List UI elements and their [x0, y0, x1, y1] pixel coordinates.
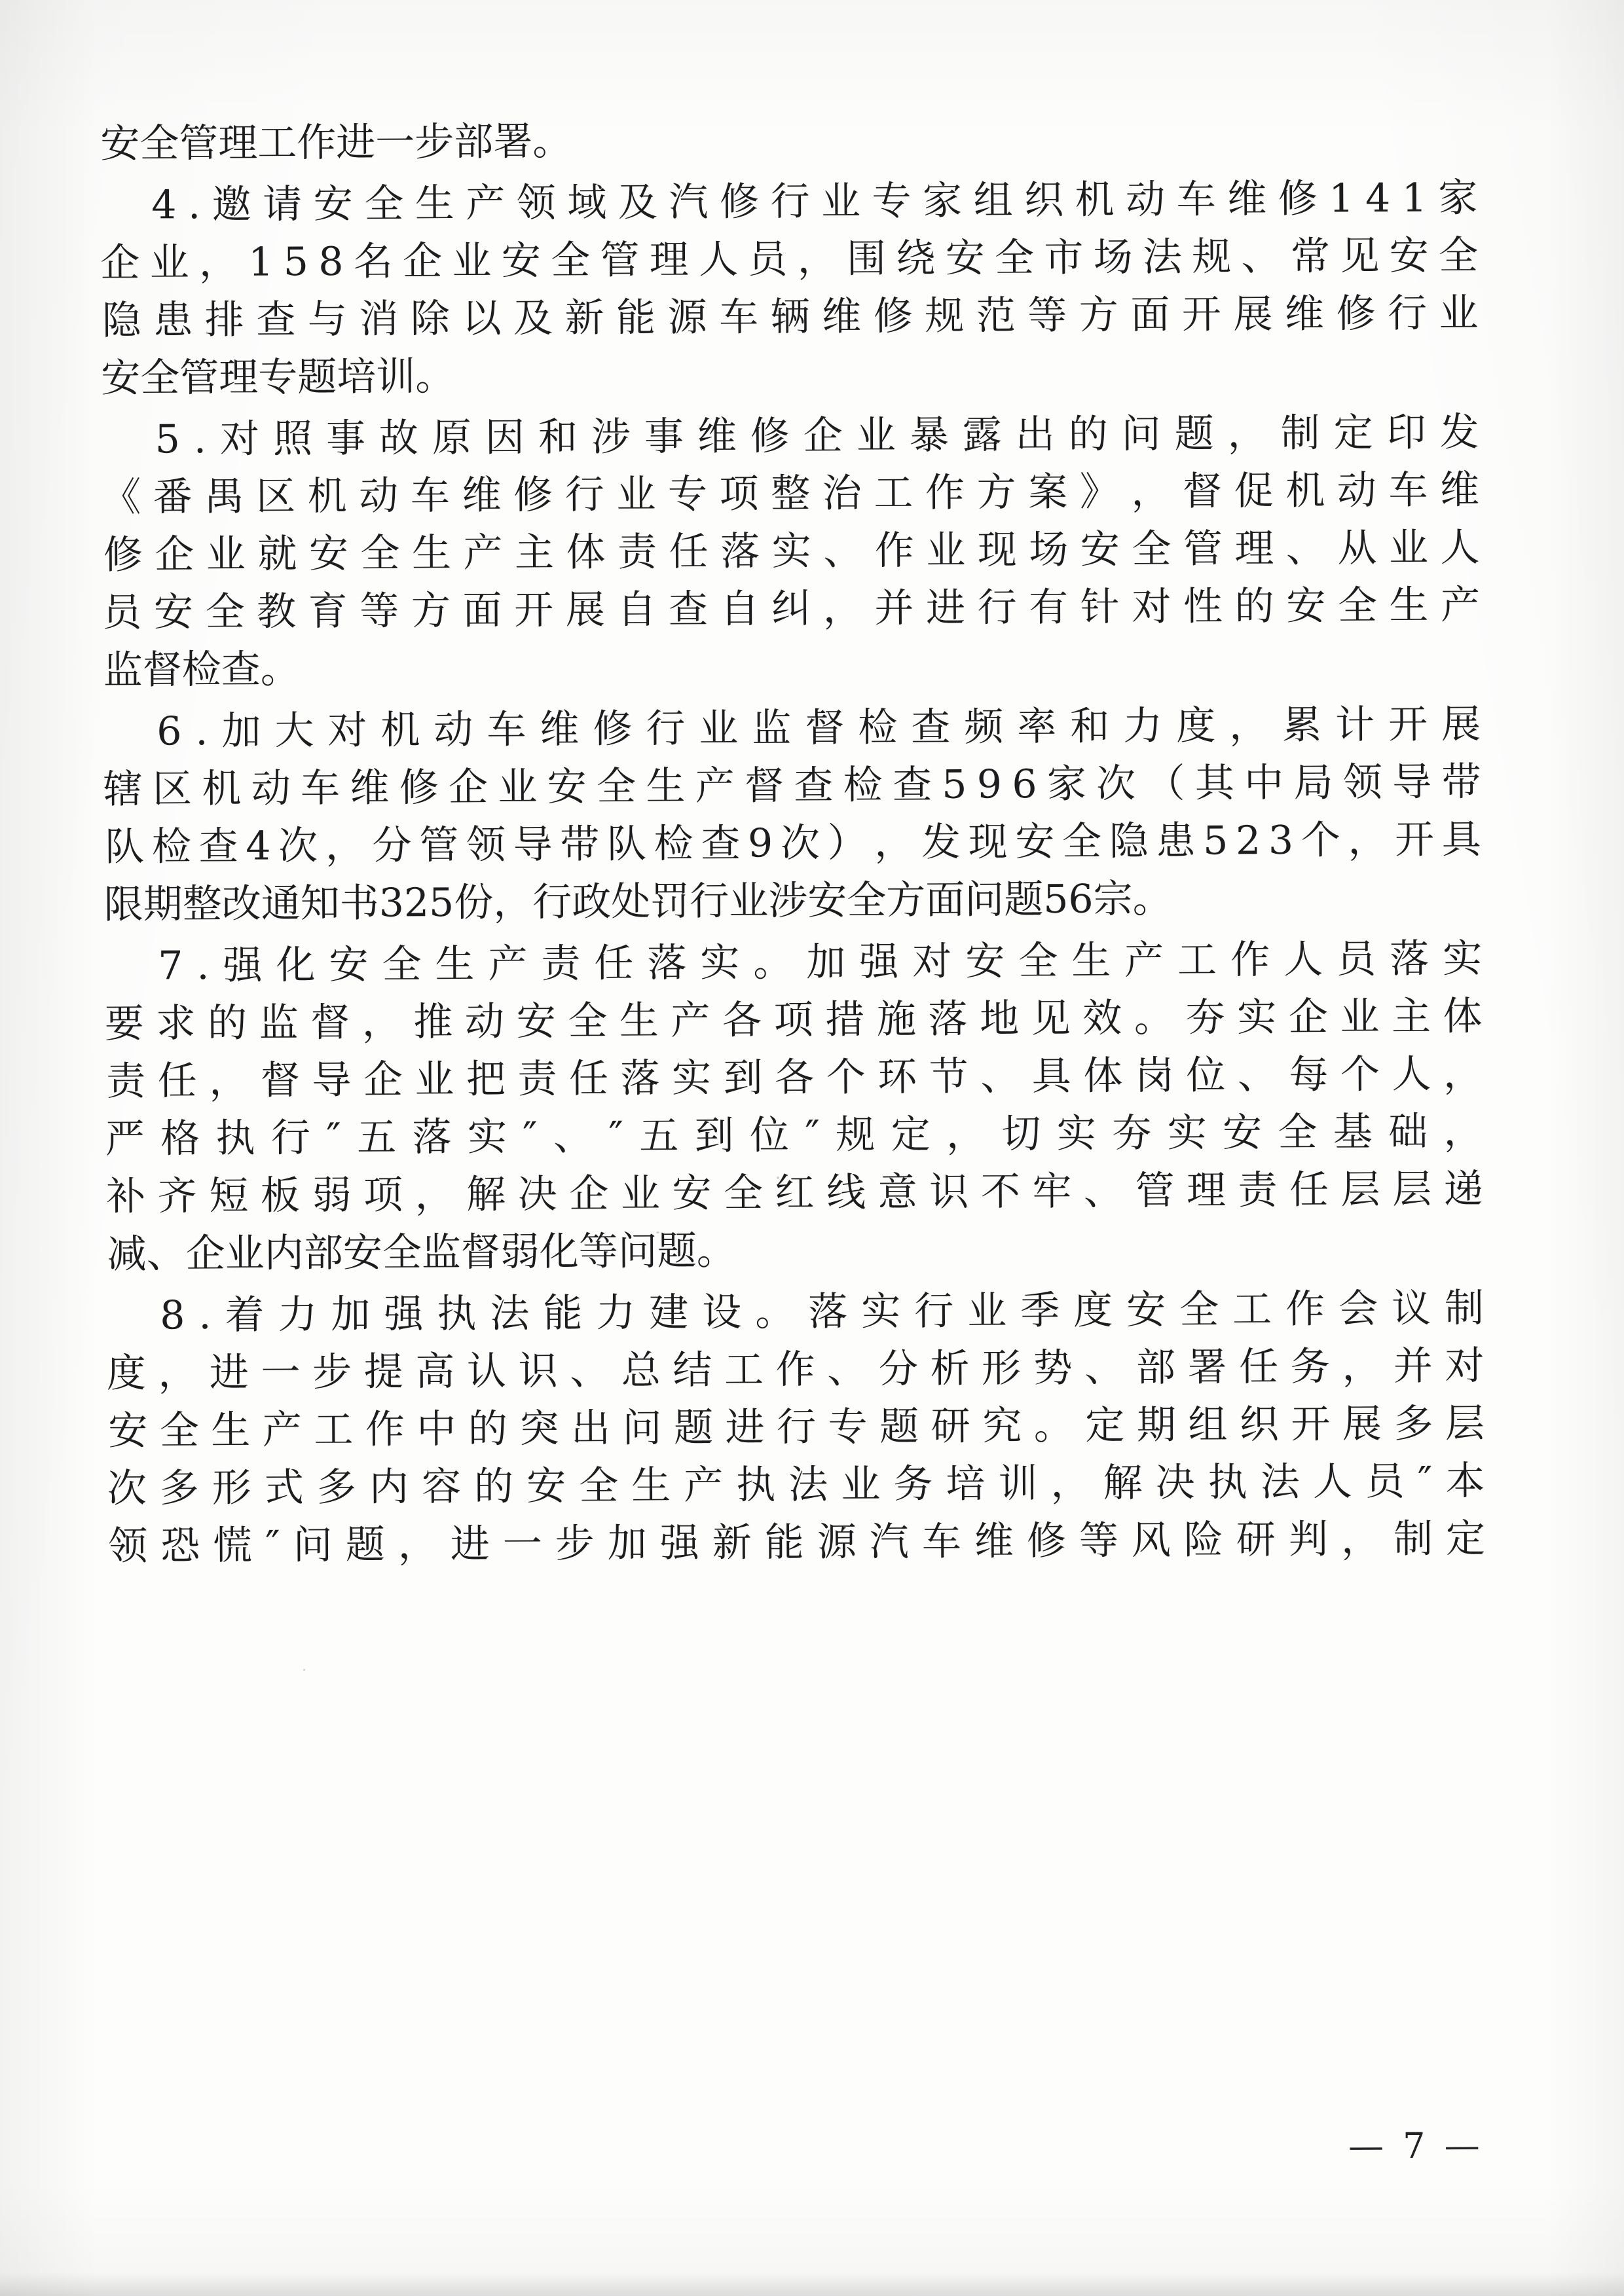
text-line: 要 求 的 监 督 ， 推 动 安 全 生 产 各 项 措 施 落 地 见 效 。 夯 实 企 业 主 体: [104, 993, 1483, 1047]
text-line: 队 检 查 4 次 ， 分 管 领 导 带 队 检 查 9 次 ） ， 发 现 安 全 隐 患 5 2 3 个 ， 开 具: [105, 816, 1481, 870]
text-line: 修 企 业 就 安 全 生 产 主 体 责 任 落 实 、 作 业 现 场 安 全 管 理 、 从 业 人: [103, 524, 1480, 578]
page-number: — 7 —: [1348, 2124, 1485, 2167]
text-line: 4 . 邀 请 安 全 生 产 领 域 及 汽 修 行 业 专 家 组 织 机 动 车 维 修 1 4 1 家: [151, 175, 1478, 228]
scan-edge-shading-bottom: [0, 2272, 1624, 2296]
paragraph: [101, 403, 1481, 699]
paragraph: [106, 1279, 1485, 1575]
text-line: 辖 区 机 动 车 维 修 企 业 安 全 生 产 督 查 检 查 5 9 6 家 次 （ 其 中 局 领 导 带: [103, 759, 1481, 812]
paragraph: [104, 930, 1484, 1283]
text-line: 减、企业内部安全监督弱化等问题。: [107, 1228, 736, 1277]
text-line: 领 恐 慌 ″ 问 题 ， 进 一 步 加 强 新 能 源 汽 车 维 修 等 风 险 研 判 ， 制 定: [108, 1516, 1486, 1569]
text-line: 度 ， 进 一 步 提 高 认 识 、 总 结 工 作 、 分 析 形 势 、 部 署 任 务 ， 并 对: [106, 1343, 1485, 1396]
text-line: 6 . 加 大 对 机 动 车 维 修 行 业 监 督 检 查 频 率 和 力 度 ， 累 计 开 展: [157, 701, 1481, 755]
paragraph: [103, 695, 1482, 934]
text-line: 补 齐 短 板 弱 项 ， 解 决 企 业 安 全 红 线 意 识 不 牢 、 管 理 责 任 层 层 递: [106, 1166, 1484, 1220]
scan-edge-shading-left: [0, 0, 98, 2296]
text-line: 严 格 执 行 ″ 五 落 实 ″ 、 ″ 五 到 位 ″ 规 定 ， 切 实 夯 实 安 全 基 础 ，: [105, 1108, 1483, 1162]
text-line: 限期整改通知书325份，行政处罚行业涉安全方面问题56宗。: [103, 875, 1172, 928]
text-line: 监督检查。: [103, 646, 300, 693]
text-line: 《 番 禺 区 机 动 车 维 修 行 业 专 项 整 治 工 作 方 案 》 ， 督 促 机 动 车 维: [101, 467, 1480, 520]
text-line: 次 多 形 式 多 内 容 的 安 全 生 产 执 法 业 务 培 训 ， 解 决 执 法 人 员 ″ 本: [107, 1458, 1485, 1512]
paragraph: [100, 107, 1477, 173]
text-line: 8 . 着 力 加 强 执 法 能 力 建 设 。 落 实 行 业 季 度 安 全 工 作 会 议 制: [160, 1285, 1485, 1339]
scan-edge-shading-right: [1545, 0, 1624, 2296]
text-line: 安全管理工作进一步部署。: [100, 118, 572, 167]
text-line: 安 全 生 产 工 作 中 的 突 出 问 题 进 行 专 题 研 究 。 定 期 组 织 开 展 多 层: [108, 1400, 1485, 1454]
text-line: 5 . 对 照 事 故 原 因 和 涉 事 维 修 企 业 暴 露 出 的 问 题 ， 制 定 印 发: [155, 409, 1479, 463]
scan-speck: [303, 1669, 305, 1671]
text-line: 企 业 ， 1 5 8 名 企 业 安 全 管 理 人 员 ， 围 绕 安 全 市 场 法 规 、 常 见 安 全: [100, 232, 1479, 286]
text-line: 员 安 全 教 育 等 方 面 开 展 自 查 自 纠 ， 并 进 行 有 针 对 性 的 安 全 生 产: [102, 582, 1481, 636]
paragraph: [100, 169, 1479, 407]
document-body-text: [100, 107, 1485, 1579]
text-line: 安全管理专题培训。: [101, 353, 455, 401]
text-line: 隐 患 排 查 与 消 除 以 及 新 能 源 车 辆 维 修 规 范 等 方 面 开 展 维 修 行 业: [101, 290, 1479, 344]
text-line: 7 . 强 化 安 全 生 产 责 任 落 实 。 加 强 对 安 全 生 产 工 作 人 员 落 实: [158, 936, 1483, 989]
text-line: 责 任 ， 督 导 企 业 把 责 任 落 实 到 各 个 环 节 、 具 体 岗 位 、 每 个 人 ，: [106, 1051, 1483, 1104]
